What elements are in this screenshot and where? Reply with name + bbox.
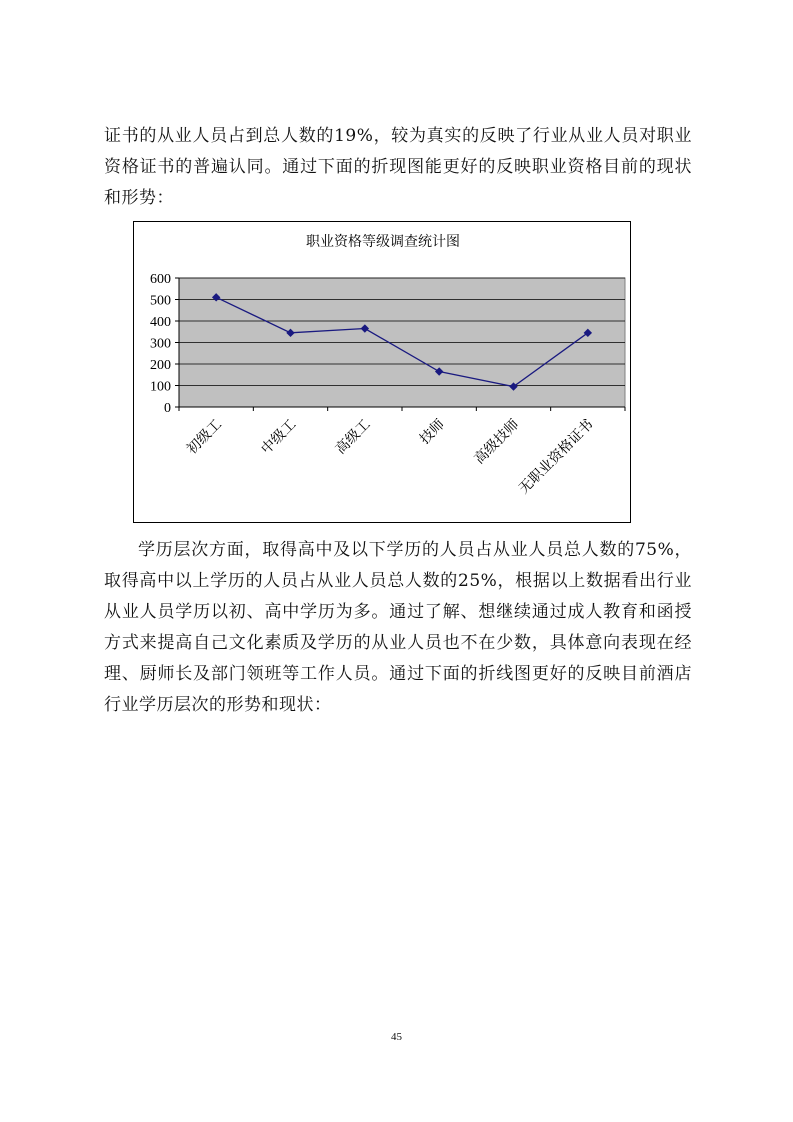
x-tick-label: 中级工 bbox=[258, 416, 300, 458]
y-tick-label: 0 bbox=[164, 401, 171, 416]
y-tick-label: 500 bbox=[150, 293, 171, 309]
y-tick-label: 600 bbox=[150, 272, 171, 287]
y-tick-label: 100 bbox=[150, 379, 171, 395]
qualification-chart bbox=[133, 221, 631, 523]
intro-paragraph: 证书的从业人员占到总人数的19%，较为真实的反映了行业从业人员对职业资格证书的普遍认同。通过下面的折现图能更好的反映职业资格目前的现状和形势： bbox=[104, 126, 692, 208]
x-tick-label: 高级工 bbox=[332, 416, 374, 458]
y-tick-label: 400 bbox=[150, 315, 171, 330]
x-tick-label: 技师 bbox=[416, 416, 448, 448]
chart-svg bbox=[134, 222, 632, 524]
x-tick-label: 初级工 bbox=[183, 416, 225, 458]
education-paragraph: 学历层次方面，取得高中及以下学历的人员占从业人员总人数的75%，取得高中以上学历的人员占从业人员总人数的25%，根据以上数据看出行业从业人员学历以初、高中学历为多。通过了解、想继续通过成人教育和函授方式来提高自己文化素质及学历的从业人员也不在少数，具体意向表现在经理、厨师长及部门领班等工作人员。通过下面的折线图更好的反映目前酒店行业学历层次的形势和现状： bbox=[104, 540, 692, 715]
y-tick-label: 300 bbox=[150, 336, 171, 352]
page-number: 45 bbox=[391, 1031, 402, 1043]
chart-title: 职业资格等级调查统计图 bbox=[306, 234, 460, 250]
x-tick-label: 无职业资格证书 bbox=[516, 416, 597, 498]
x-tick-label: 高级技师 bbox=[471, 416, 523, 468]
y-tick-label: 200 bbox=[150, 358, 171, 373]
